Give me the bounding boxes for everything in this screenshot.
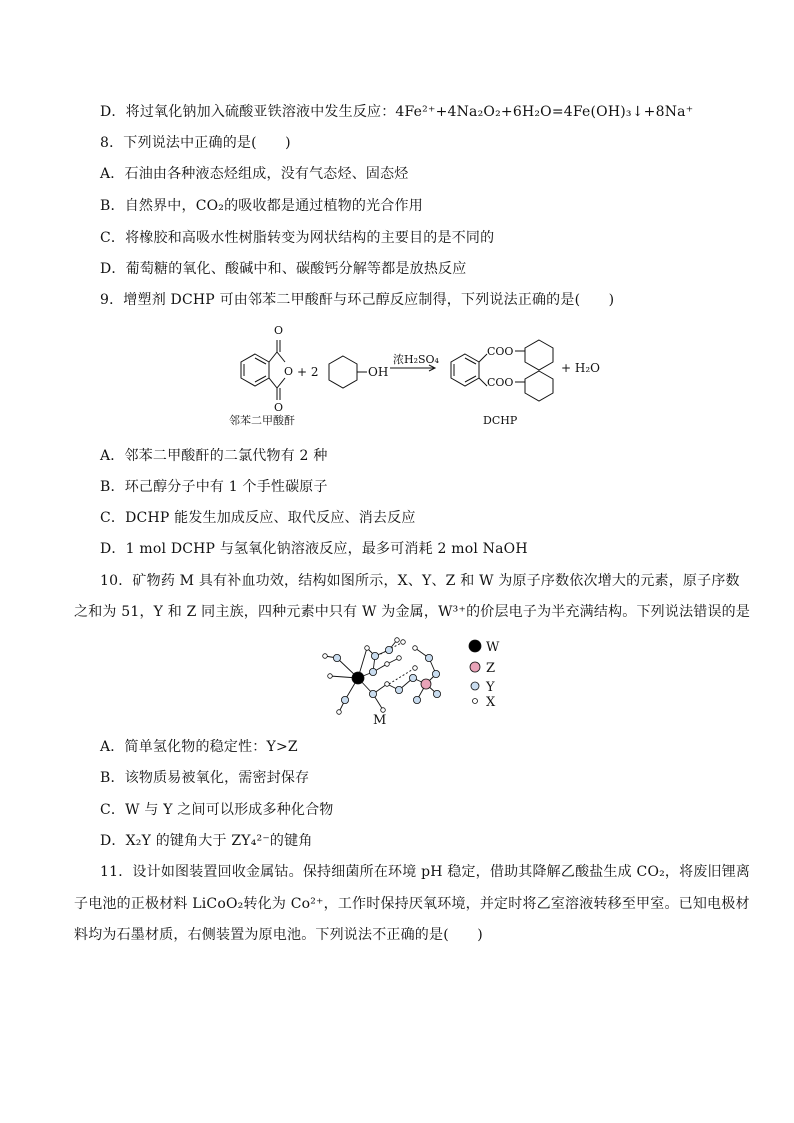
q8-option-d: D．葡萄糖的氧化、酸碱中和、碳酸钙分解等都是放热反应: [100, 261, 467, 277]
reagent-label: 浓H₂SO₄: [393, 353, 439, 366]
plus-water: + H₂O: [561, 361, 600, 375]
structure-m-figure: [315, 628, 515, 728]
structure-label-m: M: [373, 713, 387, 728]
legend-marker-z: [470, 662, 480, 672]
structure-legend: [469, 640, 500, 710]
product-name-label: DCHP: [483, 414, 518, 427]
atom-z: [421, 679, 431, 689]
reactant-o-ring: O: [284, 365, 294, 378]
atom-w: [352, 672, 364, 684]
q9-option-a: A．邻苯二甲酸酐的二氯代物有 2 种: [100, 448, 328, 464]
q8-stem: 8．下列说法中正确的是( ): [100, 135, 291, 151]
cyclohexane-ring-product-2: [525, 371, 553, 401]
plus-two: + 2: [297, 365, 319, 379]
cyclohexane-ring-reactant: [329, 356, 357, 388]
q8-option-a: A．石油由各种液态烃组成，没有气态烃、固态烃: [100, 166, 409, 182]
reactant-o-bottom: O: [274, 401, 284, 414]
hydroxyl-group: OH: [368, 365, 389, 379]
q9-option-c: C．DCHP 能发生加成反应、取代反应、消去反应: [100, 510, 416, 526]
q9-option-b: B．环己醇分子中有 1 个手性碳原子: [100, 479, 328, 495]
q7-option-d: D．将过氧化钠加入硫酸亚铁溶液中发生反应：4Fe²⁺+4Na₂O₂+6H₂O=4Fe(OH)₃↓+8Na⁺: [100, 104, 694, 120]
legend-label-y: Y: [486, 680, 495, 695]
reactant-o-top: O: [274, 324, 284, 337]
cyclohexane-ring-product-1: [525, 340, 553, 370]
legend-marker-x: [473, 699, 478, 704]
q10-option-c: C．W 与 Y 之间可以形成多种化合物: [100, 802, 334, 818]
legend-label-x: X: [486, 695, 496, 710]
legend-label-z: Z: [486, 661, 496, 676]
q10-option-b: B．该物质易被氧化，需密封保存: [100, 770, 310, 786]
q10-stem-line-1: 10．矿物药 M 具有补血功效，结构如图所示，X、Y、Z 和 W 为原子序数依次增大的元素，原子序数: [100, 573, 740, 589]
benzene-ring-left: [241, 354, 269, 386]
legend-marker-w: [469, 640, 481, 652]
q10-option-d: D．X₂Y 的键角大于 ZY₄²⁻的键角: [100, 833, 313, 849]
legend-label-w: W: [486, 640, 500, 655]
reaction-scheme: [225, 318, 605, 430]
q10-stem-line-2: 之和为 51，Y 和 Z 同主族，四种元素中只有 W 为金属，W³⁺的价层电子为半充满结构。下列说法错误的是: [74, 604, 751, 620]
q8-option-b: B．自然界中，CO₂的吸收都是通过植物的光合作用: [100, 198, 423, 214]
legend-marker-y: [471, 682, 479, 690]
q9-stem: 9．增塑剂 DCHP 可由邻苯二甲酸酐与环己醇反应制得，下列说法正确的是( ): [100, 292, 615, 308]
q11-stem-line-2: 子电池的正极材料 LiCoO₂转化为 Co²⁺，工作时保持厌氧环境，并定时将乙室溶液转移至甲室。已知电极材: [74, 896, 750, 912]
q8-option-c: C．将橡胶和高吸水性树脂转变为网状结构的主要目的是不同的: [100, 230, 495, 246]
reactant-name-label: 邻苯二甲酸酐: [229, 414, 295, 427]
ester-group-1: COO: [487, 345, 514, 358]
q11-stem-line-3: 料均为石墨材质，右侧装置为原电池。下列说法不正确的是( ): [74, 927, 483, 943]
q11-stem-line-1: 11．设计如图装置回收金属钴。保持细菌所在环境 pH 稳定，借助其降解乙酸盐生成 CO₂，将废旧锂离: [100, 864, 751, 880]
ester-group-2: COO: [487, 376, 514, 389]
q10-option-a: A．简单氢化物的稳定性：Y>Z: [100, 739, 298, 755]
benzene-ring-right: [451, 354, 479, 386]
q9-option-d: D．1 mol DCHP 与氢氧化钠溶液反应，最多可消耗 2 mol NaOH: [100, 541, 528, 557]
